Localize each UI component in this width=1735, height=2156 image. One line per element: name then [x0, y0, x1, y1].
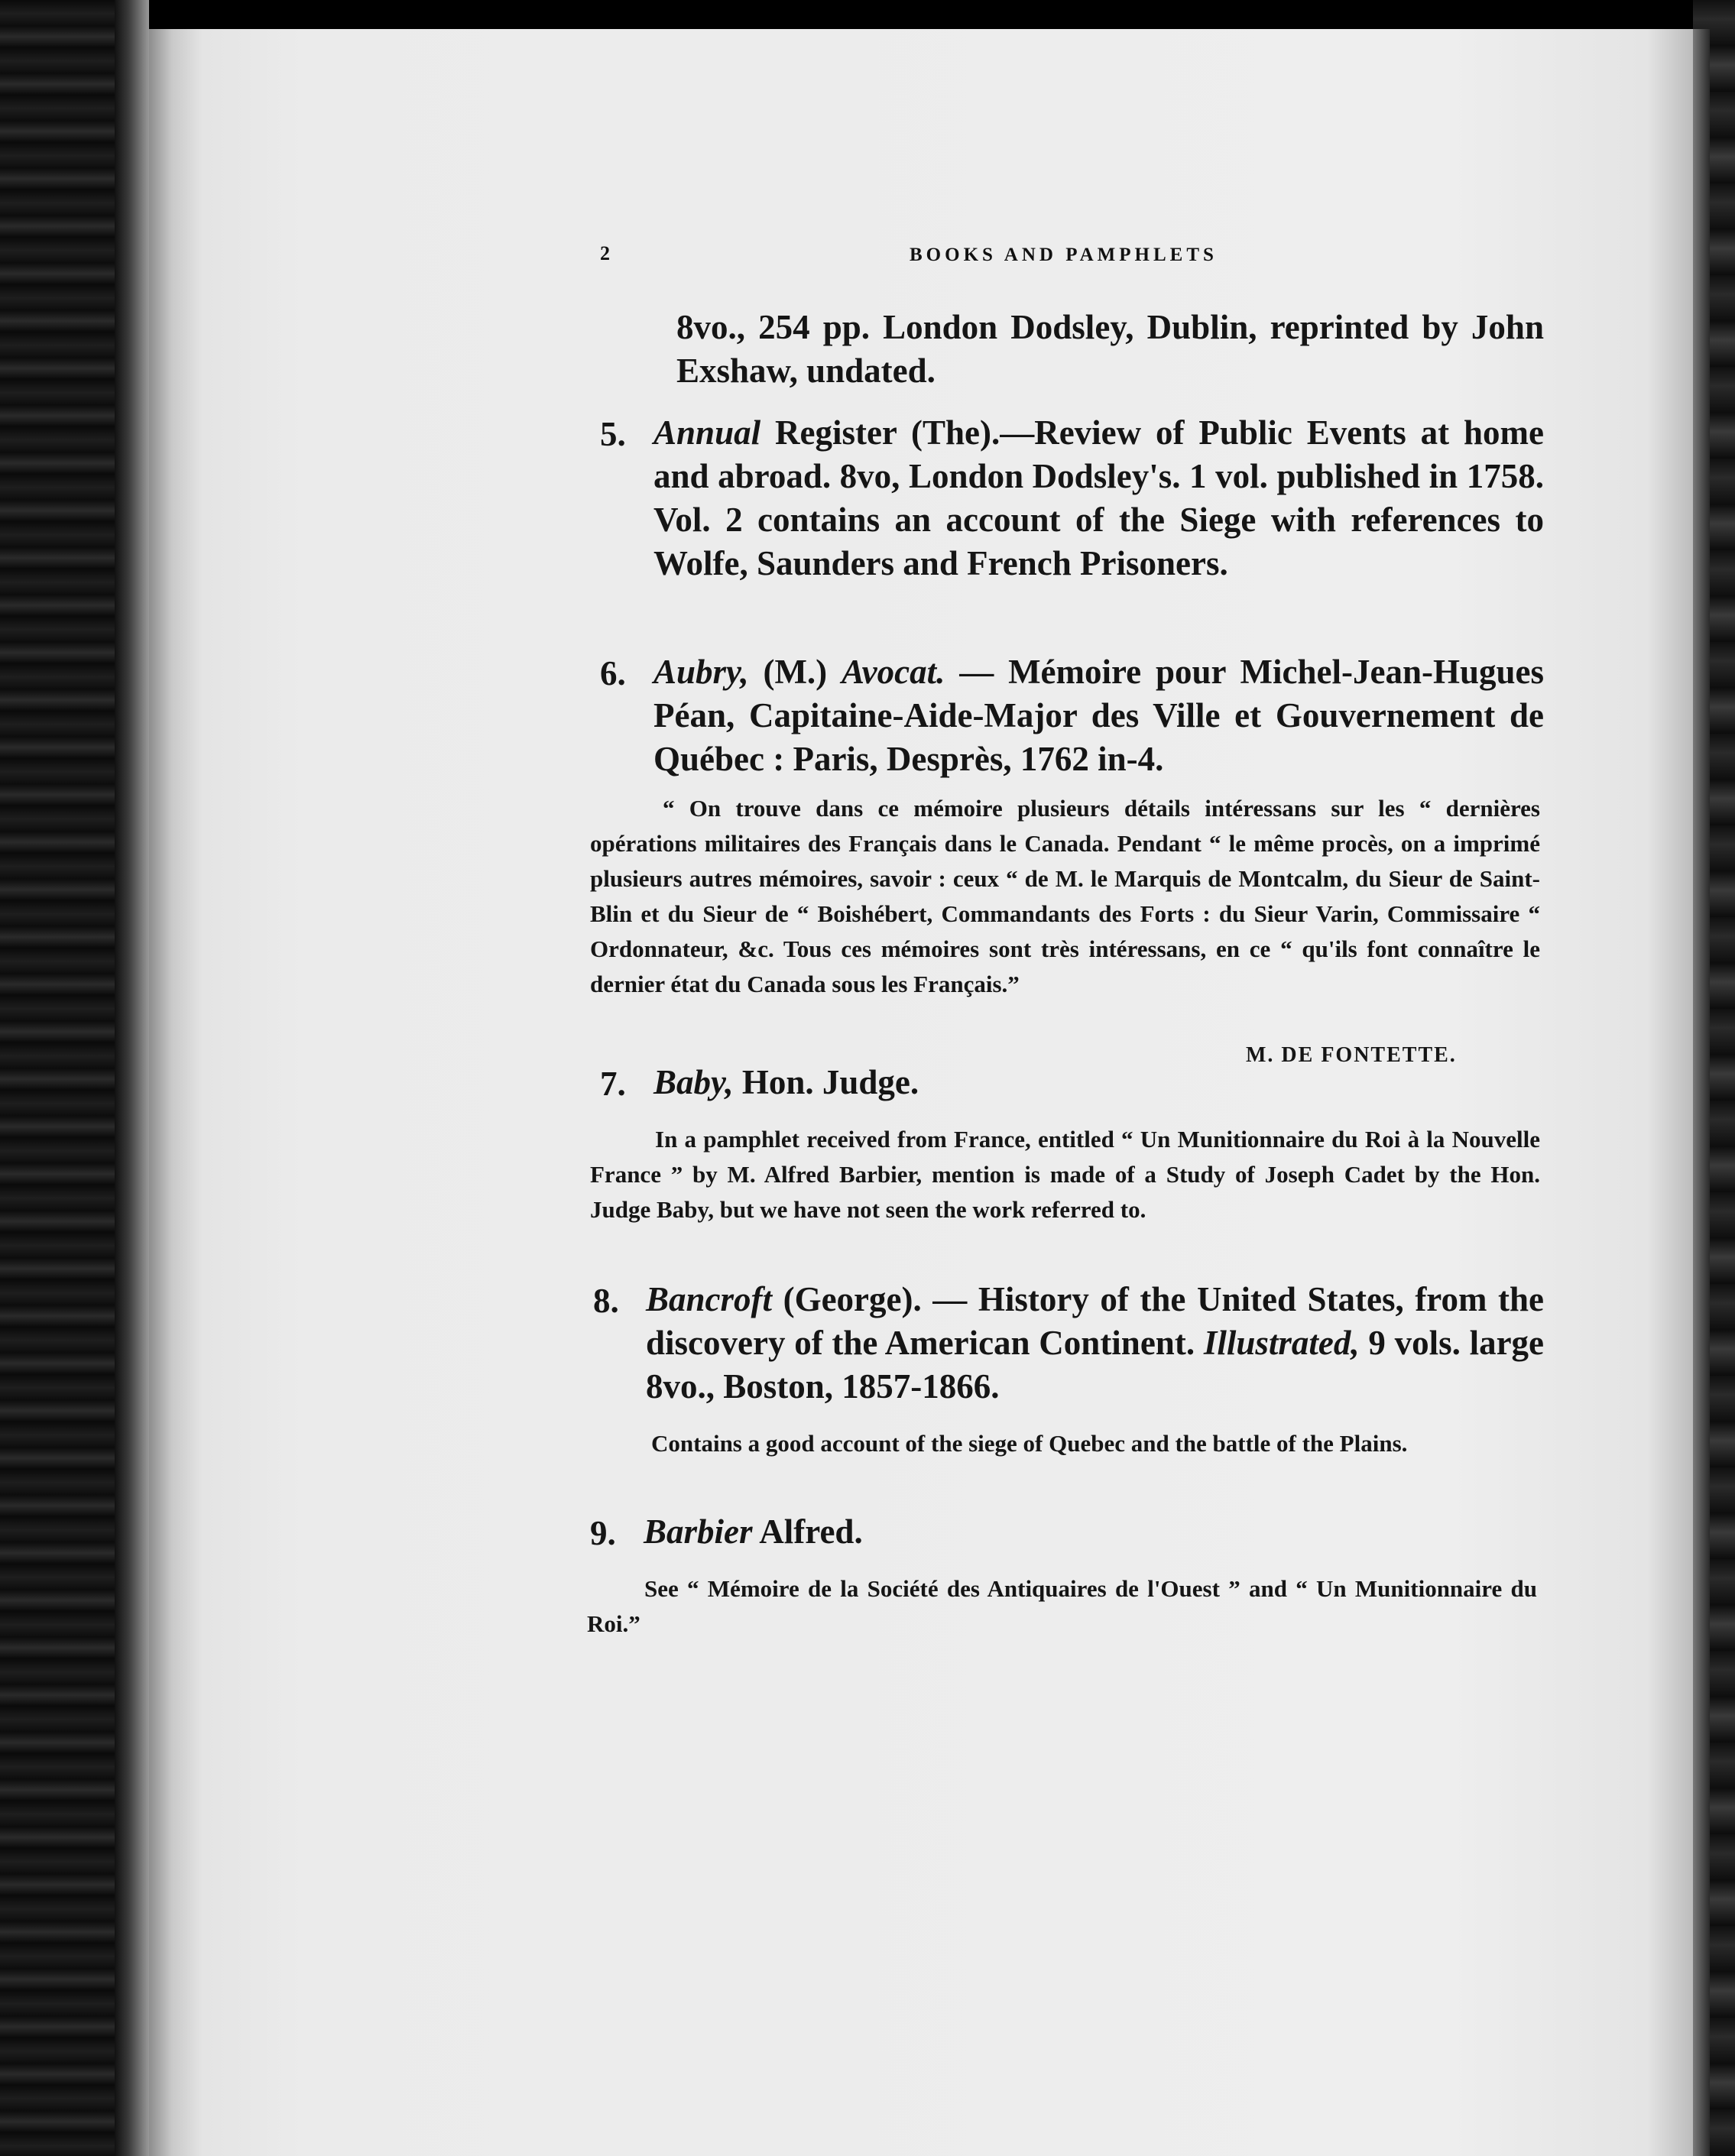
entry-6-body	[653, 650, 1544, 781]
entry-5-text: Register (The).—Review of Public Events at home and abroad. 8vo, London Dodsley's. 1 vol. published in 1758. Vol. 2 contains an account of the Siege with references to Wolfe, Saunders and French Prisoners.	[653, 413, 1544, 582]
entry-9-note: See “ Mémoire de la Société des Antiquaires de l'Ouest ” and “ Un Munitionnaire du Roi.”	[587, 1575, 1537, 1637]
binding-shadow	[115, 0, 149, 2156]
entry-5-author: Annual	[653, 413, 761, 452]
entry-7-number: 7.	[600, 1065, 626, 1103]
entry-8-number: 8.	[593, 1282, 619, 1320]
entry-8-body	[646, 1278, 1544, 1409]
entry-5-body	[653, 411, 1544, 585]
entry-6-author: Aubry,	[653, 653, 749, 691]
entry-8-italic: Illustrated,	[1203, 1324, 1360, 1362]
entry-8-author: Bancroft	[646, 1280, 773, 1318]
entry-9-author: Barbier	[644, 1512, 753, 1551]
entry-9-body	[644, 1510, 1542, 1554]
entry-8-text-end: 9 vols. large 8vo., Boston, 1857-1866.	[646, 1324, 1545, 1405]
continuation-text: 8vo., 254 pp. London Dodsley, Dublin, reprinted by John Exshaw, undated.	[676, 308, 1544, 390]
entry-6-signature: M. DE FONTETTE.	[1246, 1043, 1457, 1067]
entry-8-text: (George). — History of the United States, from the discovery of the American Continent.	[646, 1280, 1545, 1362]
entry-6-author-extra: (M.)	[763, 653, 828, 691]
entry-6-number: 6.	[600, 654, 626, 692]
page-number: 2	[600, 242, 610, 264]
entry-6-note: “ On trouve dans ce mémoire plusieurs détails intéressans sur les “ dernières opérations militaires des Français dans le Canada. Pendant “ le même procès, on a imprimé plusieurs autres mémoires, savoir : ceux “ de M. le Marquis de Montcalm, du Sieur de Saint-Blin et du Sieur de “ Boishébert, Commandants des Forts : du Sieur Varin, Commissaire “ Ordonnateur, &c. Tous ces mémoires sont très intéressans, en ce “ qu'ils font connaître le dernier état du Canada sous les Français.”	[590, 795, 1540, 997]
entry-8-note: Contains a good account of the siege of Quebec and the battle of the Plains.	[651, 1430, 1408, 1457]
running-title: BOOKS AND PAMPHLETS	[910, 245, 1218, 265]
entry-7-body	[653, 1061, 1544, 1104]
entry-6-author-role: Avocat.	[842, 653, 945, 691]
entry-7-author: Baby,	[653, 1063, 734, 1101]
scan-border-top	[0, 0, 1735, 29]
entry-7-note: In a pamphlet received from France, entitled “ Un Munitionnaire du Roi à la Nouvelle France ” by M. Alfred Barbier, mention is made of a Study of Joseph Cadet by the Hon. Judge Baby, but we have not seen the work referred to.	[590, 1126, 1540, 1223]
entry-9-text: Alfred.	[759, 1512, 863, 1551]
entry-7-text: Hon. Judge.	[741, 1063, 919, 1101]
entry-5-number: 5.	[600, 415, 626, 453]
entry-6-text: — Mémoire pour Michel-Jean-Hugues Péan, Capitaine-Aide-Major des Ville et Gouvernement de Québec : Paris, Desprès, 1762 in-4.	[653, 653, 1544, 778]
entry-9-number: 9.	[590, 1514, 616, 1552]
page-right-edge	[1693, 29, 1710, 2156]
